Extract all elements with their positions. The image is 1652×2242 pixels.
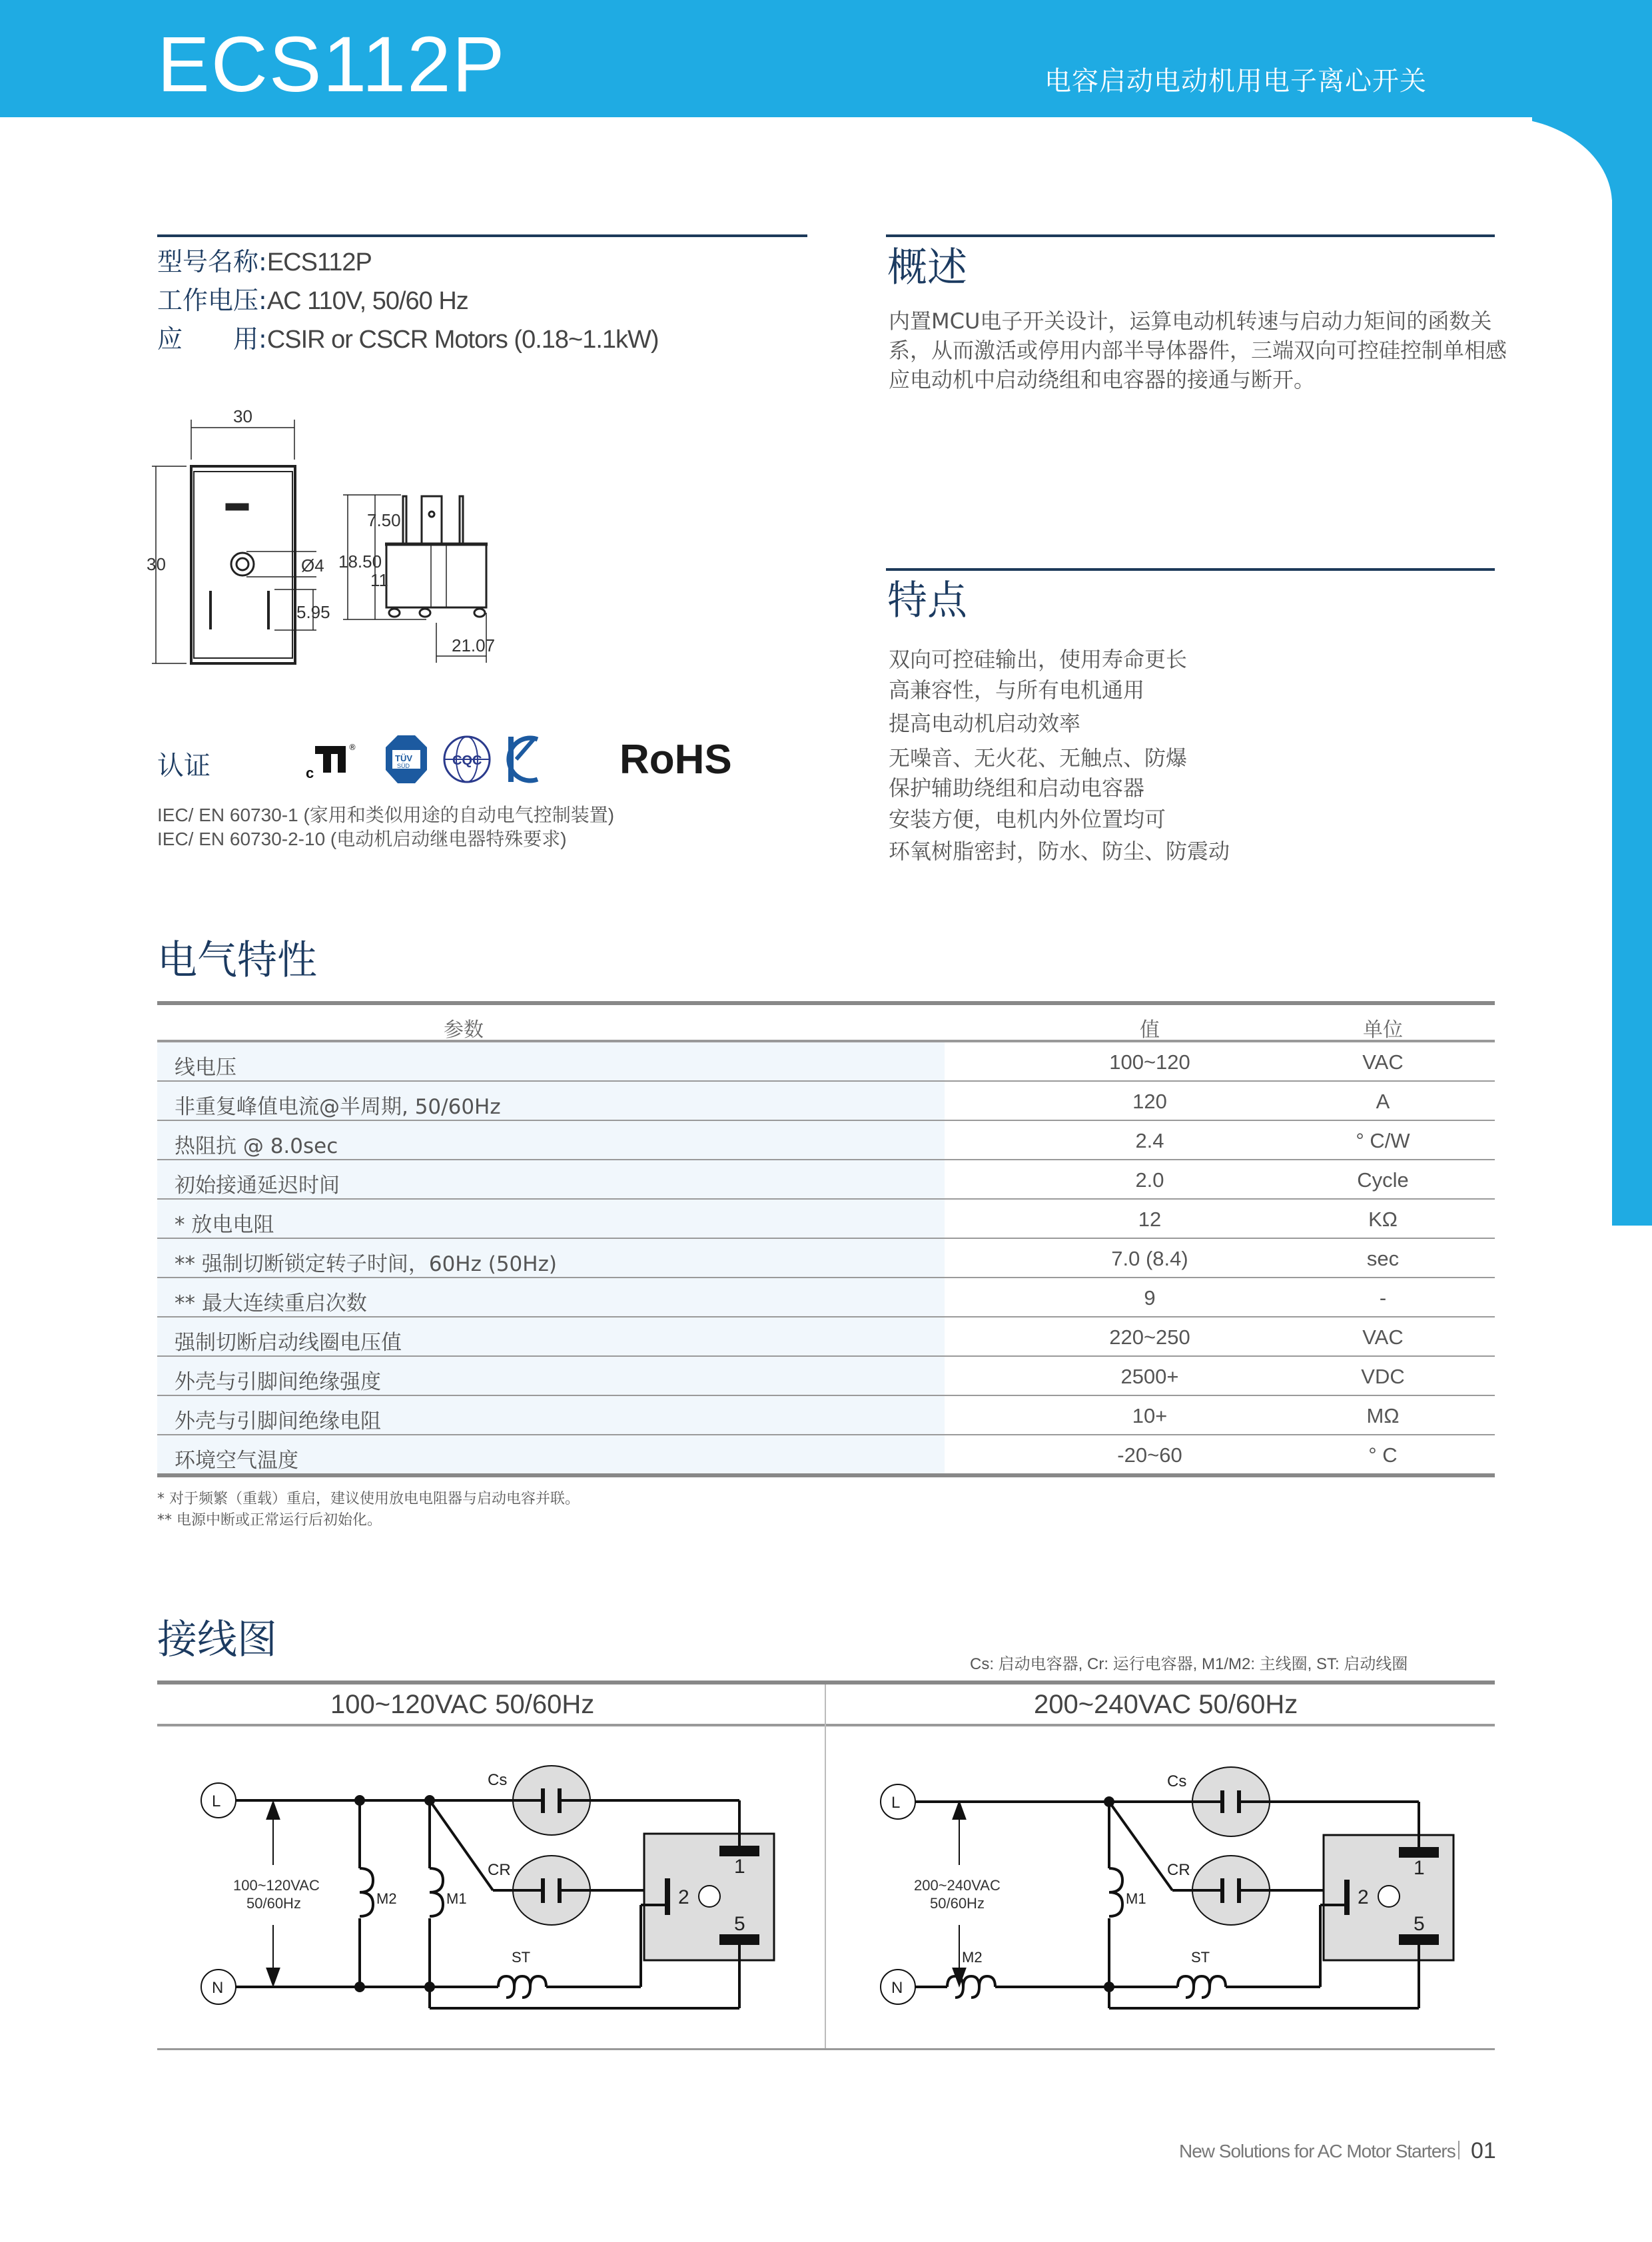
feature-item: 提高电动机启动效率 [889, 711, 1081, 736]
dim-depth: 21.07 [452, 635, 496, 655]
row-param: 线电压 [175, 1056, 236, 1080]
standard-item: IEC/ EN 60730-2-10 (电动机启动继电器特殊要求) [157, 829, 567, 849]
row-unit: KΩ [1368, 1208, 1398, 1231]
label-M2: M2 [962, 1949, 983, 1966]
dim-pin-height: 7.50 [367, 510, 401, 530]
dim-body-height: 11 [370, 570, 388, 590]
label-L: L [891, 1794, 901, 1812]
kc-logo-icon [508, 737, 538, 782]
wiring-diagram-110v [160, 1732, 799, 2025]
row-value: 2.4 [1135, 1129, 1164, 1152]
row-value: 2500+ [1120, 1365, 1179, 1388]
row-value: 2.0 [1135, 1168, 1164, 1192]
wiring-top-rule [157, 1681, 1495, 1684]
row-unit: ° C/W [1356, 1129, 1410, 1152]
feature-item: 双向可控硅输出，使用寿命更长 [889, 647, 1188, 672]
row-unit: Cycle [1357, 1168, 1409, 1192]
row-param: 外壳与引脚间绝缘强度 [175, 1370, 381, 1394]
footnote: * 对于频繁（重载）重启，建议使用放电电阻器与启动电容并联。 [157, 1491, 580, 1507]
wiring-col-110: 100~120VAC 50/60Hz [330, 1690, 595, 1719]
label-L: L [212, 1792, 221, 1810]
dim-hole: Ø4 [301, 556, 324, 575]
electrical-table [157, 1001, 1495, 1477]
row-unit: VAC [1362, 1050, 1404, 1074]
wiring-bottom-rule [157, 2048, 1495, 2050]
standard-item: IEC/ EN 60730-1 (家用和类似用途的自动电气控制装置) [157, 805, 615, 825]
label-pin1: 1 [1414, 1857, 1425, 1879]
row-param: ** 最大连续重启次数 [175, 1292, 367, 1315]
label-M2: M2 [376, 1890, 397, 1907]
rohs-logo: RoHS [620, 737, 732, 783]
product-subtitle: 电容启动电动机用电子离心开关 [1044, 66, 1427, 97]
label-ST: ST [512, 1949, 531, 1966]
label-pin5: 5 [734, 1913, 745, 1935]
row-unit: VDC [1361, 1365, 1405, 1388]
table-row [157, 1277, 1495, 1316]
feature-item: 安装方便，电机内外位置均可 [889, 807, 1166, 832]
spec-application [157, 326, 659, 352]
row-unit: - [1379, 1286, 1387, 1309]
cqc-logo-icon [444, 737, 490, 782]
tuv-sud-logo-icon [386, 735, 427, 783]
label-voltage: 100~120VAC [233, 1877, 320, 1894]
side-band [1612, 100, 1652, 1226]
footer-divider [1458, 2141, 1459, 2159]
table-bottom-rule [157, 1473, 1495, 1477]
row-value: 100~120 [1109, 1050, 1190, 1074]
table-row [157, 1159, 1495, 1198]
row-value: 120 [1132, 1090, 1167, 1113]
row-param: 初始接通延迟时间 [175, 1174, 340, 1198]
row-value: -20~60 [1117, 1443, 1182, 1467]
label-Cs: Cs [1167, 1772, 1187, 1790]
spec-key: 型号名称: [157, 247, 267, 276]
wiring-header-rule [157, 1724, 1495, 1726]
label-pin1: 1 [734, 1856, 745, 1878]
label-voltage: 200~240VAC [914, 1877, 1001, 1894]
wiring-legend: Cs: 启动电容器, Cr: 运行电容器, M1/M2: 主线圈, ST: 启动线圈 [970, 1655, 1408, 1673]
overview-text: 内置MCU电子开关设计，运算电动机转速与启动力矩间的函数关系，从而激活或停用内部半导体器件，三端双向可控硅控制单相感应电动机中启动绕组和电容器的接通与断开。 [889, 308, 1507, 392]
row-value: 12 [1138, 1208, 1162, 1231]
svg-text:c: c [306, 765, 314, 781]
dim-total-height: 18.50 [338, 552, 382, 571]
label-Cr: CR [488, 1861, 511, 1879]
row-value: 7.0 (8.4) [1111, 1247, 1188, 1270]
header-param: 参数 [444, 1018, 484, 1042]
table-row [157, 1355, 1495, 1395]
row-unit: A [1376, 1090, 1390, 1113]
dimension-drawing [147, 400, 813, 679]
row-param: 强制切断启动线圈电压值 [175, 1331, 402, 1355]
spec-key: 应 用: [157, 324, 267, 354]
page-number: 01 [1471, 2138, 1496, 2163]
svg-text:TÜV: TÜV [395, 753, 412, 763]
row-param: 热阻抗 @ 8.0sec [175, 1134, 338, 1158]
row-value: 220~250 [1109, 1325, 1190, 1349]
label-pin5: 5 [1414, 1913, 1425, 1935]
row-unit: ° C [1368, 1443, 1398, 1467]
row-unit: sec [1366, 1247, 1400, 1270]
spec-key: 工作电压: [157, 286, 267, 315]
row-value: 10+ [1132, 1404, 1168, 1427]
dim-top-width: 30 [233, 406, 252, 426]
spec-value: ECS112P [266, 248, 372, 276]
label-Cs: Cs [488, 1771, 508, 1789]
divider [886, 568, 1495, 571]
label-N: N [212, 1979, 224, 1997]
wiring-title: 接线图 [157, 1617, 277, 1663]
row-unit: VAC [1362, 1325, 1404, 1349]
label-N: N [891, 1979, 903, 1997]
svg-text:CQC: CQC [452, 753, 482, 768]
overview-title: 概述 [887, 244, 967, 291]
spec-value: AC 110V, 50/60 Hz [266, 287, 468, 315]
label-M1: M1 [1126, 1890, 1146, 1907]
feature-item: 环氧树脂密封，防水、防尘、防震动 [889, 839, 1230, 864]
row-value: 9 [1144, 1286, 1156, 1309]
header-value: 值 [1140, 1019, 1160, 1041]
table-row [157, 1316, 1495, 1355]
table-header [157, 1005, 1495, 1040]
wiring-diagram-220v [839, 1732, 1479, 2025]
label-pin2: 2 [1358, 1886, 1369, 1908]
cert-logos [303, 733, 616, 786]
footer-tagline: New Solutions for AC Motor Starters [1179, 2141, 1455, 2161]
row-param: 非重复峰值电流@半周期, 50/60Hz [175, 1095, 501, 1119]
label-ST: ST [1191, 1949, 1210, 1966]
feature-item: 高兼容性，与所有电机通用 [889, 677, 1145, 703]
row-param: ** 强制切断锁定转子时间，60Hz (50Hz) [175, 1252, 557, 1276]
label-pin2: 2 [678, 1886, 689, 1908]
table-row [157, 1395, 1495, 1434]
spec-voltage [157, 288, 468, 314]
spec-value: CSIR or CSCR Motors (0.18~1.1kW) [266, 326, 659, 354]
feature-item: 保护辅助绕组和启动电容器 [889, 775, 1145, 801]
table-row [157, 1040, 1495, 1080]
svg-text:SÜD: SÜD [397, 763, 410, 769]
spec-model [157, 249, 372, 275]
row-unit: MΩ [1366, 1404, 1400, 1427]
table-row [157, 1080, 1495, 1120]
certification-label: 认证 [157, 751, 210, 781]
row-param: 外壳与引脚间绝缘电阻 [175, 1409, 381, 1433]
ul-logo-icon [306, 743, 356, 781]
table-row [157, 1198, 1495, 1238]
header-unit: 单位 [1363, 1019, 1403, 1041]
electrical-title: 电气特性 [157, 937, 317, 984]
label-freq: 50/60Hz [246, 1895, 301, 1912]
divider [157, 234, 807, 237]
table-row [157, 1238, 1495, 1277]
wiring-col-divider [825, 1684, 826, 2048]
label-Cr: CR [1167, 1861, 1190, 1879]
svg-text:®: ® [348, 743, 356, 752]
dim-left-height: 30 [147, 554, 166, 574]
table-row [157, 1120, 1495, 1159]
row-param: 环境空气温度 [175, 1449, 298, 1473]
product-title: ECS112P [157, 21, 506, 109]
feature-item: 无噪音、无火花、无触点、防爆 [889, 745, 1188, 771]
label-freq: 50/60Hz [930, 1895, 985, 1912]
wiring-col-220: 200~240VAC 50/60Hz [1034, 1690, 1298, 1719]
features-title: 特点 [887, 577, 967, 624]
row-param: * 放电电阻 [175, 1213, 274, 1237]
label-M1: M1 [446, 1890, 467, 1907]
footnote: ** 电源中断或正常运行后初始化。 [157, 1512, 382, 1529]
divider [886, 234, 1495, 237]
dim-pin-len: 5.95 [296, 602, 330, 622]
table-row [157, 1434, 1495, 1473]
